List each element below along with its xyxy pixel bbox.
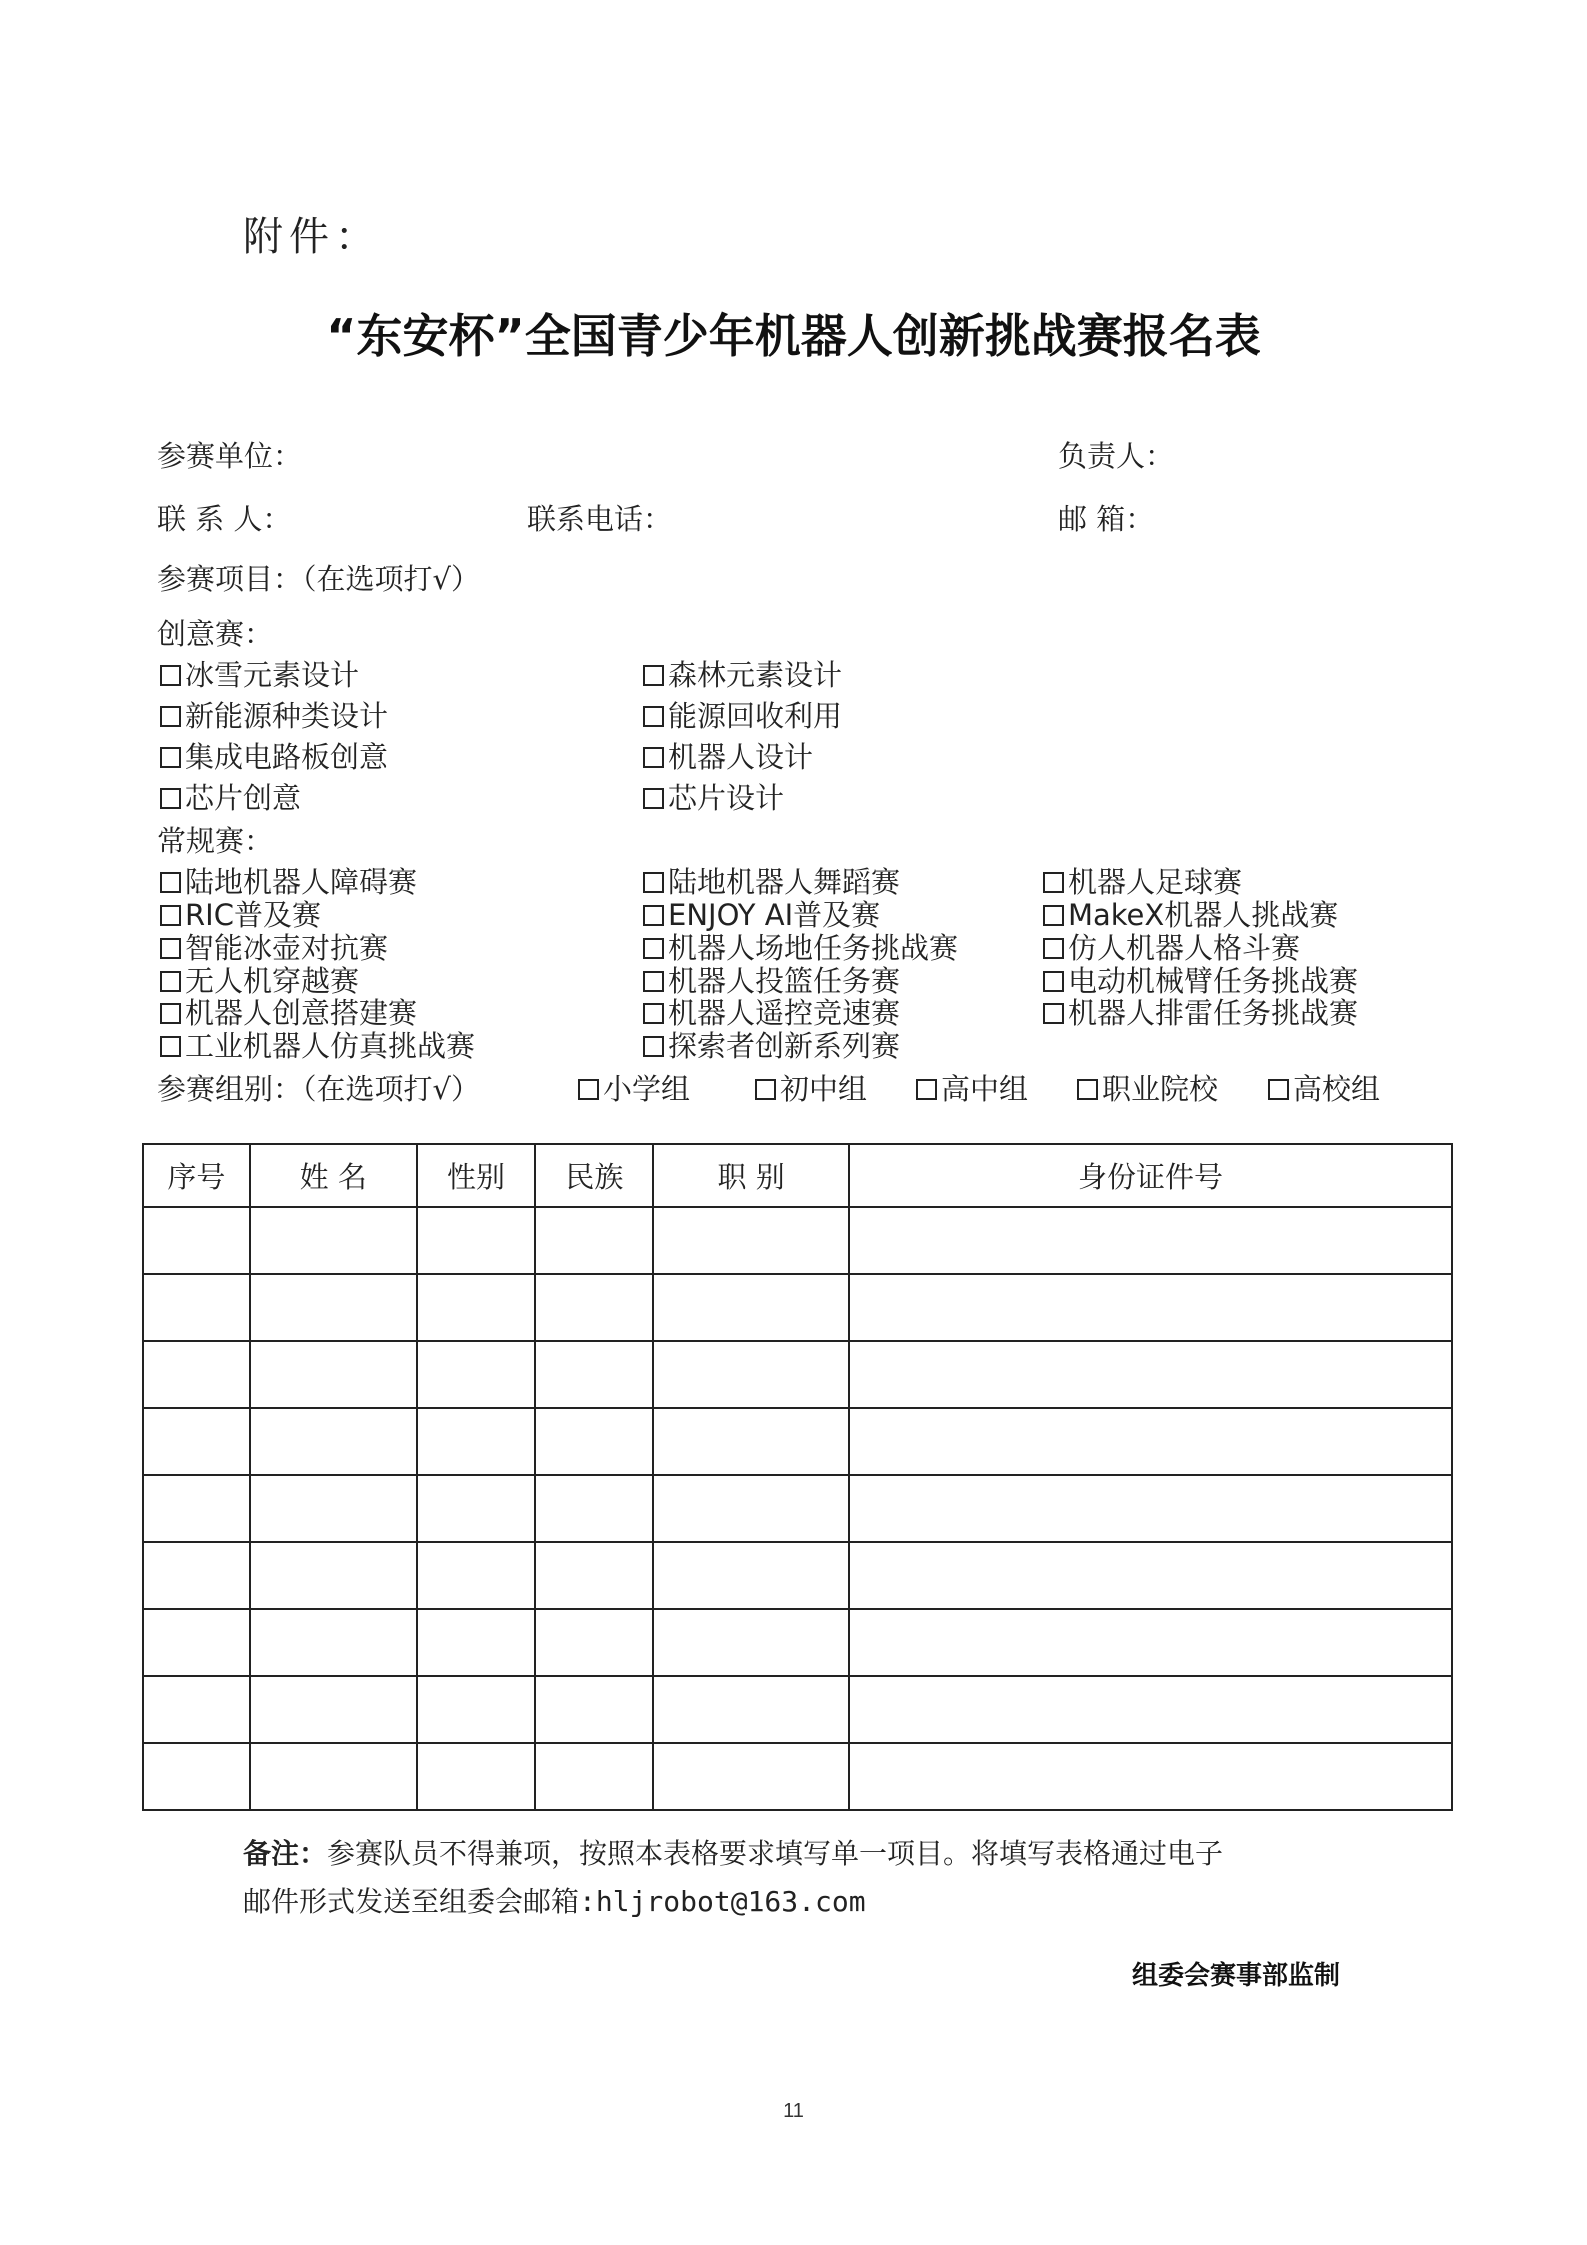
note (243, 1830, 1223, 1926)
table-cell[interactable] (250, 1408, 417, 1475)
checkbox-icon[interactable] (643, 872, 664, 893)
table-cell[interactable] (250, 1475, 417, 1542)
table-cell[interactable] (653, 1207, 849, 1274)
table-cell[interactable] (849, 1676, 1452, 1743)
table-cell[interactable] (653, 1676, 849, 1743)
checkbox-icon[interactable] (1043, 1003, 1064, 1024)
table-cell[interactable] (849, 1207, 1452, 1274)
table-cell[interactable] (143, 1609, 250, 1676)
note-text: 参赛队员不得兼项，按照本表格要求填写单一项目。将填写表格通过电子 (327, 1837, 1224, 1870)
header-role: 职 别 (653, 1144, 849, 1207)
table-cell[interactable] (535, 1408, 653, 1475)
checkbox-icon[interactable] (160, 1036, 181, 1057)
table-cell[interactable] (653, 1274, 849, 1341)
table-cell[interactable] (143, 1274, 250, 1341)
checkbox-icon[interactable] (160, 971, 181, 992)
creative-option[interactable]: 冰雪元素设计 (160, 653, 359, 694)
regular-label: 常规赛： (157, 824, 274, 858)
checkbox-icon[interactable] (643, 706, 664, 727)
table-cell[interactable] (849, 1609, 1452, 1676)
checkbox-icon[interactable] (643, 1036, 664, 1057)
table-row (143, 1676, 1452, 1743)
signature: 组委会赛事部监制 (1132, 1961, 1341, 1991)
table-cell[interactable] (653, 1408, 849, 1475)
table-header-row (143, 1144, 1452, 1207)
checkbox-icon[interactable] (643, 788, 664, 809)
checkbox-icon[interactable] (1043, 971, 1064, 992)
creative-option[interactable]: 森林元素设计 (643, 653, 842, 694)
table-cell[interactable] (143, 1475, 250, 1542)
regular-option[interactable]: 仿人机器人格斗赛 (1043, 926, 1300, 967)
checkbox-icon[interactable] (578, 1079, 599, 1100)
table-cell[interactable] (143, 1341, 250, 1408)
checkbox-icon[interactable] (643, 971, 664, 992)
registration-table (142, 1143, 1453, 1811)
table-cell[interactable] (535, 1743, 653, 1810)
regular-option[interactable]: 机器人投篮任务赛 (643, 959, 900, 1000)
group-option[interactable]: 高中组 (916, 1067, 1028, 1108)
table-cell[interactable] (250, 1274, 417, 1341)
checkbox-icon[interactable] (160, 872, 181, 893)
regular-option[interactable]: 智能冰壶对抗赛 (160, 926, 388, 967)
table-row (143, 1743, 1452, 1810)
contact-label: 联 系 人： (157, 502, 292, 536)
table-row (143, 1408, 1452, 1475)
table-cell[interactable] (143, 1207, 250, 1274)
form-title: “东安杯”全国青少年机器人创新挑战赛报名表 (326, 309, 1261, 363)
table-cell[interactable] (653, 1475, 849, 1542)
table-cell[interactable] (417, 1207, 536, 1274)
checkbox-icon[interactable] (1268, 1079, 1289, 1100)
table-cell[interactable] (849, 1274, 1452, 1341)
regular-option[interactable]: ENJOY AI普及赛 (643, 893, 880, 934)
checkbox-icon[interactable] (755, 1079, 776, 1100)
checkbox-icon[interactable] (160, 665, 181, 686)
checkbox-icon[interactable] (1077, 1079, 1098, 1100)
checkbox-icon[interactable] (160, 747, 181, 768)
table-row (143, 1341, 1452, 1408)
checkbox-icon[interactable] (160, 706, 181, 727)
header-ethnicity: 民族 (535, 1144, 653, 1207)
table-cell[interactable] (653, 1341, 849, 1408)
table-cell[interactable] (417, 1341, 536, 1408)
regular-option[interactable]: 机器人遥控竞速赛 (643, 991, 900, 1032)
page-number: 11 (783, 2100, 804, 2122)
checkbox-icon[interactable] (160, 788, 181, 809)
table-cell[interactable] (250, 1341, 417, 1408)
table-cell[interactable] (417, 1475, 536, 1542)
regular-option[interactable]: 电动机械臂任务挑战赛 (1043, 959, 1358, 1000)
creative-option[interactable]: 芯片创意 (160, 776, 301, 817)
regular-option[interactable]: 陆地机器人障碍赛 (160, 860, 417, 901)
creative-option[interactable]: 集成电路板创意 (160, 735, 388, 776)
table-cell[interactable] (535, 1475, 653, 1542)
table-cell[interactable] (535, 1207, 653, 1274)
table-row (143, 1207, 1452, 1274)
header-name: 姓 名 (250, 1144, 417, 1207)
checkbox-icon[interactable] (916, 1079, 937, 1100)
group-option[interactable]: 职业院校 (1077, 1067, 1218, 1108)
checkbox-icon[interactable] (160, 905, 181, 926)
table-cell[interactable] (143, 1542, 250, 1609)
group-option[interactable]: 初中组 (755, 1067, 867, 1108)
table-cell[interactable] (653, 1609, 849, 1676)
table-cell[interactable] (417, 1676, 536, 1743)
table-cell[interactable] (417, 1609, 536, 1676)
creative-option[interactable]: 新能源种类设计 (160, 694, 388, 735)
regular-option[interactable]: 机器人排雷任务挑战赛 (1043, 991, 1358, 1032)
table-row (143, 1274, 1452, 1341)
creative-option[interactable]: 芯片设计 (643, 776, 784, 817)
table-cell[interactable] (417, 1542, 536, 1609)
email-label: 邮 箱： (1058, 502, 1155, 536)
table-cell[interactable] (535, 1341, 653, 1408)
checkbox-icon[interactable] (160, 1003, 181, 1024)
phone-label: 联系电话： (527, 502, 673, 536)
checkbox-icon[interactable] (643, 665, 664, 686)
table-cell[interactable] (653, 1542, 849, 1609)
project-label: 参赛项目：（在选项打√） (157, 562, 480, 596)
creative-option[interactable]: 机器人设计 (643, 735, 813, 776)
leader-label: 负责人： (1058, 439, 1175, 473)
table-cell[interactable] (250, 1609, 417, 1676)
creative-option[interactable]: 能源回收利用 (643, 694, 842, 735)
table-cell[interactable] (250, 1743, 417, 1810)
table-cell[interactable] (143, 1743, 250, 1810)
table-cell[interactable] (143, 1408, 250, 1475)
table-cell[interactable] (535, 1609, 653, 1676)
table-row (143, 1609, 1452, 1676)
table-cell[interactable] (849, 1743, 1452, 1810)
table-cell[interactable] (535, 1542, 653, 1609)
table-cell[interactable] (250, 1676, 417, 1743)
checkbox-icon[interactable] (1043, 872, 1064, 893)
regular-option[interactable]: 机器人场地任务挑战赛 (643, 926, 958, 967)
group-option[interactable]: 小学组 (578, 1067, 690, 1108)
table-cell[interactable] (417, 1743, 536, 1810)
regular-option[interactable]: 机器人足球赛 (1043, 860, 1242, 901)
creative-label: 创意赛： (157, 617, 274, 651)
table-cell[interactable] (535, 1274, 653, 1341)
checkbox-icon[interactable] (643, 747, 664, 768)
table-cell[interactable] (143, 1676, 250, 1743)
checkbox-icon[interactable] (1043, 905, 1064, 926)
group-option[interactable]: 高校组 (1268, 1067, 1380, 1108)
table-row (143, 1475, 1452, 1542)
checkbox-icon[interactable] (1043, 938, 1064, 959)
regular-option[interactable]: 无人机穿越赛 (160, 959, 359, 1000)
table-cell[interactable] (250, 1207, 417, 1274)
table-cell[interactable] (417, 1408, 536, 1475)
note-label: 备注： (243, 1837, 328, 1870)
regular-option[interactable]: 机器人创意搭建赛 (160, 991, 417, 1032)
table-cell[interactable] (849, 1341, 1452, 1408)
regular-option[interactable]: 陆地机器人舞蹈赛 (643, 860, 900, 901)
header-index: 序号 (143, 1144, 250, 1207)
regular-option[interactable]: 工业机器人仿真挑战赛 (160, 1024, 475, 1065)
checkbox-icon[interactable] (643, 905, 664, 926)
header-id-number: 身份证件号 (849, 1144, 1452, 1207)
checkbox-icon[interactable] (160, 938, 181, 959)
table-cell[interactable] (849, 1475, 1452, 1542)
table-cell[interactable] (849, 1408, 1452, 1475)
table-cell[interactable] (250, 1542, 417, 1609)
group-label: 参赛组别：（在选项打√） (157, 1072, 480, 1106)
attachment-label: 附件： (243, 214, 381, 260)
note-text-2: 邮件形式发送至组委会邮箱:hljrobot@163.com (243, 1885, 866, 1918)
unit-label: 参赛单位： (157, 439, 303, 473)
table-cell[interactable] (535, 1676, 653, 1743)
checkbox-icon[interactable] (643, 938, 664, 959)
regular-option[interactable]: MakeX机器人挑战赛 (1043, 893, 1338, 934)
header-gender: 性别 (417, 1144, 536, 1207)
table-cell[interactable] (653, 1743, 849, 1810)
table-cell[interactable] (849, 1542, 1452, 1609)
regular-option[interactable]: RIC普及赛 (160, 893, 321, 934)
checkbox-icon[interactable] (643, 1003, 664, 1024)
regular-option[interactable]: 探索者创新系列赛 (643, 1024, 900, 1065)
table-row (143, 1542, 1452, 1609)
table-cell[interactable] (417, 1274, 536, 1341)
